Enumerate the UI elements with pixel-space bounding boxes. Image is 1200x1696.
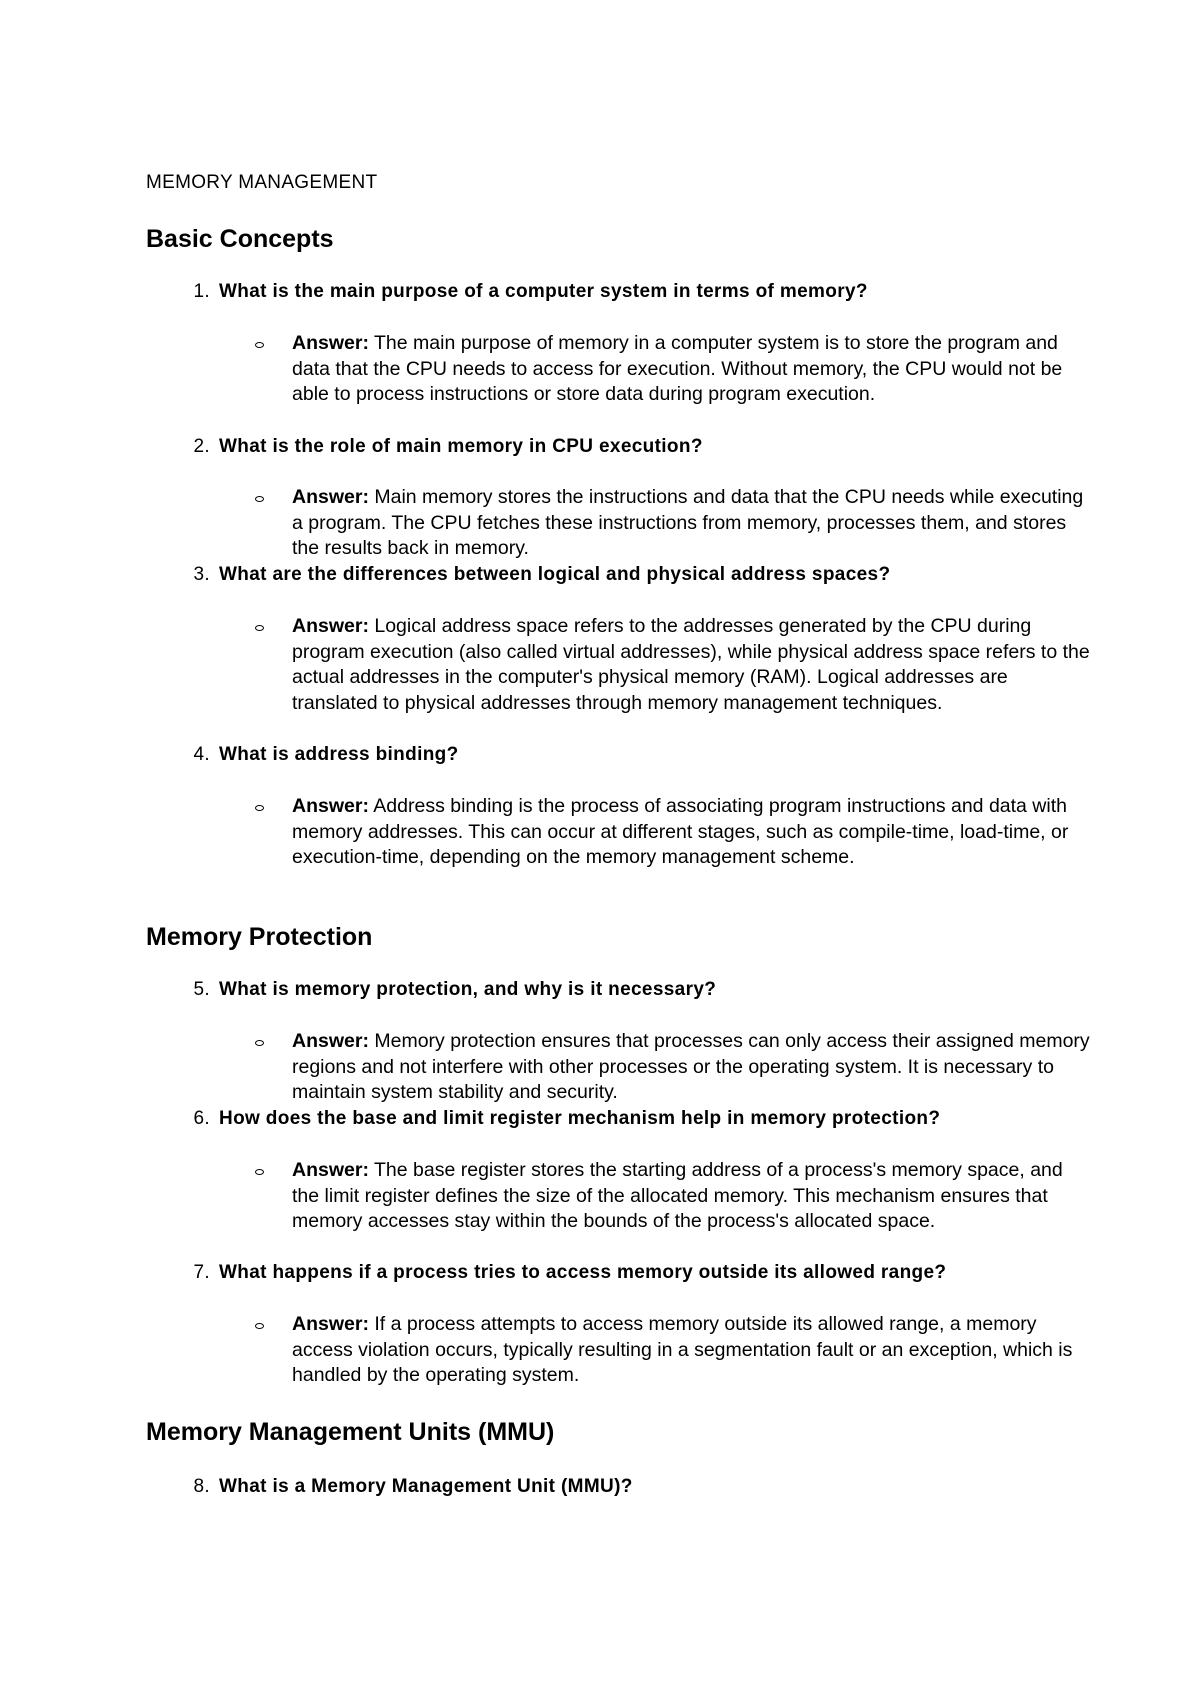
answer-text: [292, 1158, 1092, 1235]
question-item: [0, 1474, 1200, 1500]
answer-text: [292, 331, 1092, 408]
document-title: MEMORY MANAGEMENT: [146, 172, 378, 193]
question-item: [0, 1106, 1200, 1132]
answer-text: [292, 614, 1092, 716]
question-item: [0, 977, 1200, 1003]
question-number: 4.: [193, 744, 210, 765]
answer-label: Answer:: [292, 486, 369, 508]
question-item: [0, 1260, 1200, 1286]
question-text: What is a Memory Management Unit (MMU)?: [219, 1476, 633, 1497]
question-number: 5.: [193, 979, 210, 1000]
answer-text: [292, 1312, 1092, 1389]
question-text: What is memory protection, and why is it necessary?: [219, 979, 717, 1000]
question-text: What is address binding?: [219, 744, 459, 765]
section-heading-basic-concepts: Basic Concepts: [146, 225, 334, 253]
answer-label: Answer:: [292, 615, 369, 637]
question-number: 2.: [193, 436, 210, 457]
question-number: 1.: [193, 281, 210, 302]
section-heading-mmu: Memory Management Units (MMU): [146, 1418, 555, 1446]
question-item: [0, 434, 1200, 460]
answer-text: [292, 794, 1092, 871]
answer-label: Answer:: [292, 332, 369, 354]
question-number: 3.: [193, 564, 210, 585]
question-number: 7.: [193, 1262, 210, 1283]
question-text: What are the differences between logical and physical address spaces?: [219, 564, 891, 585]
question-text: How does the base and limit register mechanism help in memory protection?: [219, 1108, 941, 1129]
question-item: [0, 279, 1200, 305]
question-text: What is the main purpose of a computer system in terms of memory?: [219, 281, 868, 302]
answer-body: The main purpose of memory in a computer system is to store the program and data that the CPU needs to access for execution. Without memory, the CPU would not be able to process instructions or store data during program execution.: [292, 332, 1063, 406]
answer-body: Memory protection ensures that processes can only access their assigned memory regions and not interfere with other processes or the operating system. It is necessary to maintain system stability and security.: [292, 1030, 1090, 1104]
question-number: 6.: [193, 1108, 210, 1129]
hollow-circle-bullet-icon: [255, 805, 264, 811]
answer-text: [292, 1029, 1092, 1106]
question-item: [0, 742, 1200, 768]
answer-body: The base register stores the starting address of a process's memory space, and the limit register defines the size of the allocated memory. This mechanism ensures that memory accesses stay within the bounds of the process's allocated space.: [292, 1159, 1063, 1233]
answer-label: Answer:: [292, 1030, 369, 1052]
hollow-circle-bullet-icon: [255, 1323, 264, 1329]
answer-body: Address binding is the process of associating program instructions and data with memory addresses. This can occur at different stages, such as compile-time, load-time, or execution-time, depending on the memory management scheme.: [292, 795, 1069, 869]
question-number: 8.: [193, 1476, 210, 1497]
hollow-circle-bullet-icon: [255, 1169, 264, 1175]
question-item: [0, 562, 1200, 588]
answer-text: [292, 485, 1092, 562]
hollow-circle-bullet-icon: [255, 342, 264, 348]
answer-body: Main memory stores the instructions and data that the CPU needs while executing a program. The CPU fetches these instructions from memory, processes them, and stores the results back in memory.: [292, 486, 1084, 560]
hollow-circle-bullet-icon: [255, 496, 264, 502]
answer-label: Answer:: [292, 1159, 369, 1181]
answer-label: Answer:: [292, 1313, 369, 1335]
answer-label: Answer:: [292, 795, 369, 817]
answer-body: If a process attempts to access memory outside its allowed range, a memory access violation occurs, typically resulting in a segmentation fault or an exception, which is handled by the operating system.: [292, 1313, 1073, 1387]
hollow-circle-bullet-icon: [255, 625, 264, 631]
hollow-circle-bullet-icon: [255, 1040, 264, 1046]
answer-body: Logical address space refers to the addresses generated by the CPU during program execution (also called virtual addresses), while physical address space refers to the actual addresses in the computer's physical memory (RAM). Logical addresses are translated to physical addresses through memory management techniques.: [292, 615, 1090, 714]
section-heading-memory-protection: Memory Protection: [146, 923, 373, 951]
question-text: What happens if a process tries to access memory outside its allowed range?: [219, 1262, 947, 1283]
question-text: What is the role of main memory in CPU execution?: [219, 436, 703, 457]
